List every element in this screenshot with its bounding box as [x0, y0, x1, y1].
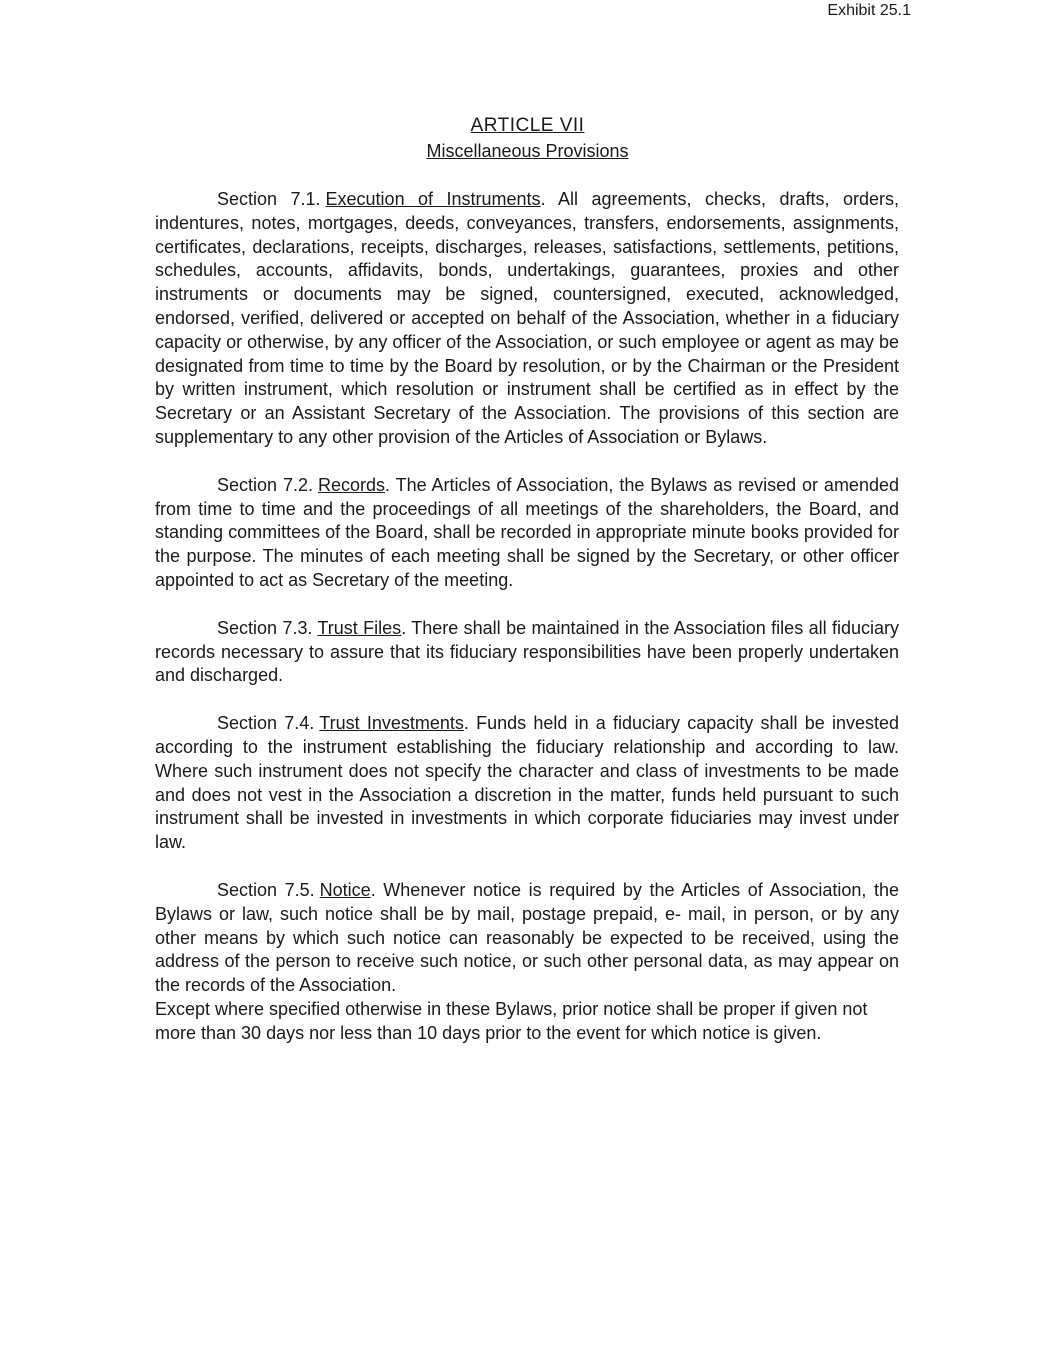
- section-7-1: [155, 188, 899, 450]
- exhibit-label: Exhibit 25.1: [827, 2, 911, 19]
- section-text: . The Articles of Association, the Bylaws as revised or amended from time to time and the proceedings of all meetings of the shareholders, the Board, and standing committees of the Board, shall be recorded in appropriate minute books provided for the purpose. The minutes of each meeting shall be signed by the Secretary, or other officer appointed to act as Secretary of the meeting.: [155, 474, 899, 590]
- section-number: Section 7.5.: [217, 879, 315, 900]
- section-7-4: [155, 712, 899, 855]
- section-title: Execution of Instruments: [325, 189, 541, 209]
- section-7-5: [155, 879, 899, 998]
- trailing-paragraph: Except where specified otherwise in these Bylaws, prior notice shall be proper if given not more than 30 days nor less than 10 days prior to the event for which notice is given.: [155, 998, 868, 1043]
- article-title: ARTICLE VII: [470, 115, 585, 136]
- section-7-2: [155, 474, 899, 593]
- article-subtitle: Miscellaneous Provisions: [426, 141, 629, 161]
- section-text: . Whenever notice is required by the Articles of Association, the Bylaws or law, such notice shall be by mail, postage prepaid, e- mail, in person, or by any other means by which such notice can reasonably be expected to be received, using the address of the person to receive such notice, or such other personal data, as may appear on the records of the Association.: [155, 879, 899, 996]
- section-text: . All agreements, checks, drafts, orders, indentures, notes, mortgages, deeds, conveyances, transfers, endorsements, assignments, certificates, declarations, receipts, discharges, releases, satisfactions, settlements, petitions, schedules, accounts, affidavits, bonds, undertakings, guarantees, proxies and other instruments or documents may be signed, countersigned, executed, acknowledged, endorsed, verified, delivered or accepted on behalf of the Association, whether in a fiduciary capacity or otherwise, by any officer of the Association, or such employee or agent as may be designated from time to time by the Board by resolution, or by the Chairman or the President by written instrument, which resolution or instrument shall be certified as in effect by the Secretary or an Assistant Secretary of the Association. The provisions of this section are supplementary to any other provision of the Articles of Association or Bylaws.: [155, 189, 900, 447]
- section-text: . There shall be maintained in the Association files all fiduciary records necessary to assure that its fiduciary responsibilities have been properly undertaken and discharged.: [155, 617, 900, 686]
- section-title: Notice: [319, 879, 371, 900]
- section-7-3: [155, 617, 899, 688]
- section-number: Section 7.2.: [217, 474, 313, 495]
- section-title: Trust Investments: [319, 713, 464, 734]
- section-title: Trust Files: [317, 617, 402, 638]
- section-text: . Funds held in a fiduciary capacity shall be invested according to the instrument establishing the fiduciary relationship and according to law. Where such instrument does not specify the character and class of investments to be made and does not vest in the Association a discretion in the matter, funds held pursuant to such instrument shall be invested in investments in which corporate fiduciaries may invest under law.: [155, 713, 900, 853]
- article-heading: [0, 114, 1055, 164]
- section-number: Section 7.3.: [217, 617, 313, 638]
- section-title: Records: [317, 474, 385, 495]
- document-body: [155, 188, 899, 1046]
- section-number: Section 7.4.: [217, 713, 315, 734]
- section-number: Section 7.1.: [217, 189, 321, 209]
